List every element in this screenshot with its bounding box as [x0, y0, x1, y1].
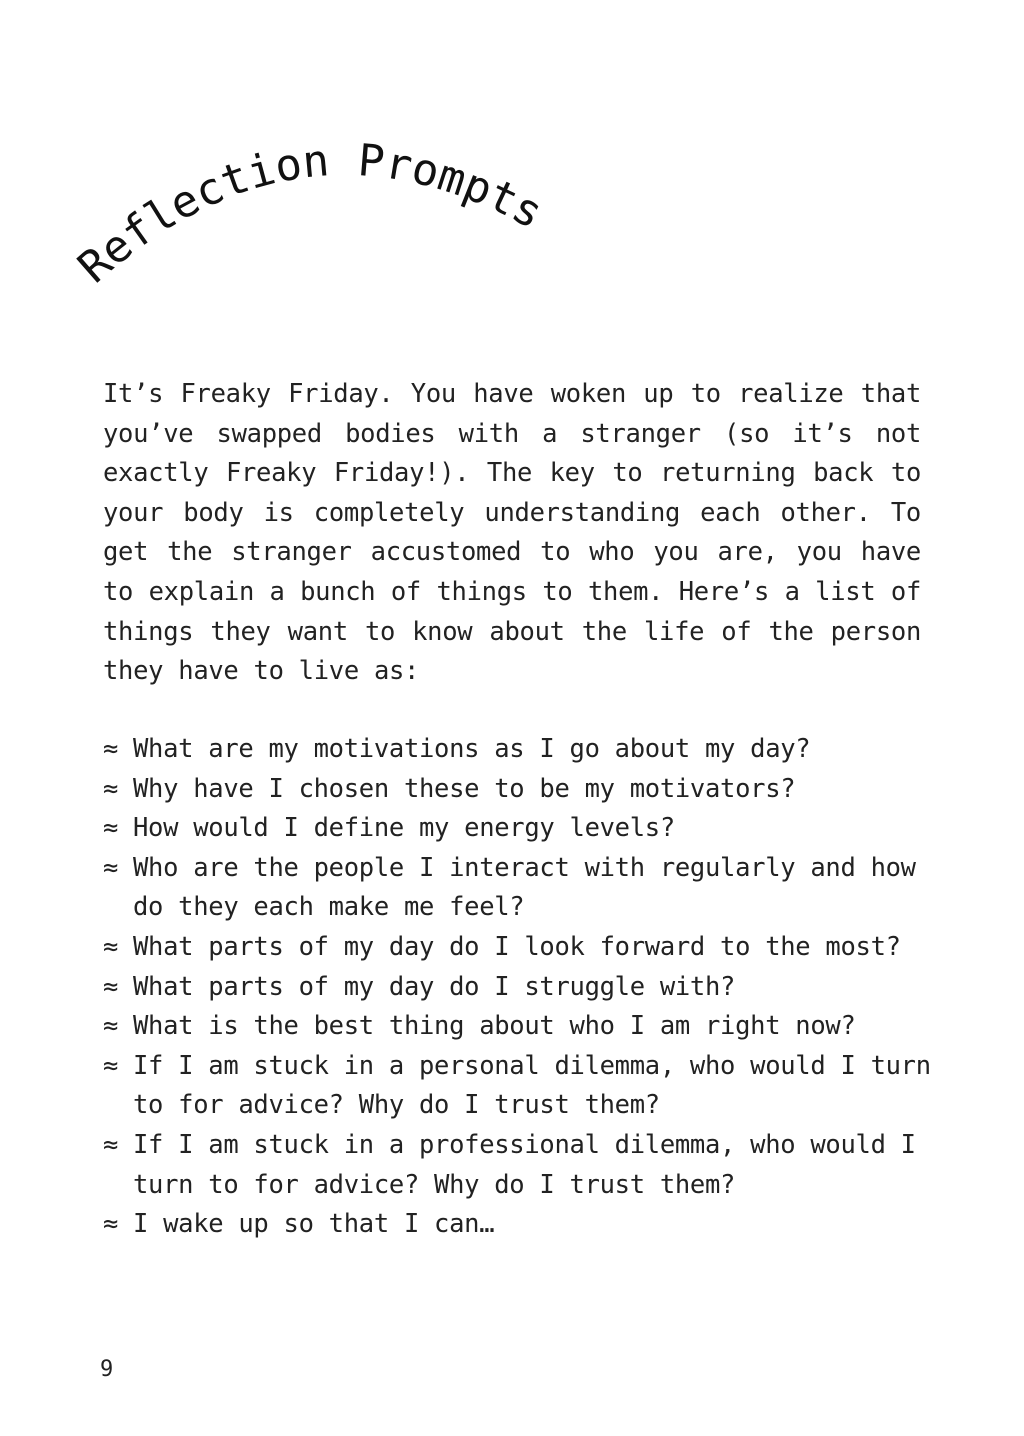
approx-bullet-icon: ≈	[103, 1011, 119, 1042]
prompt-text: If I am stuck in a personal dilemma, who would I turn to for advice? Why do I trust them?	[133, 1050, 931, 1121]
prompt-item	[103, 809, 933, 849]
prompt-text: Why have I chosen these to be my motivators?	[133, 773, 796, 804]
prompt-item	[103, 1047, 933, 1126]
prompt-item	[103, 968, 933, 1008]
intro-paragraph: It’s Freaky Friday. You have woken up to realize that you’ve swapped bodies with a stranger (so it’s not exactly Freaky Friday!). The key to returning back to your body is completely understanding each other. To get the stranger accustomed to who you are, you have to explain a bunch of things to them. Here’s a list of things they want to know about the life of the person they have to live as:	[103, 379, 921, 687]
page-title	[0, 0, 1024, 340]
prompt-item	[103, 770, 933, 810]
prompt-text: What parts of my day do I struggle with?	[133, 971, 736, 1002]
prompt-item	[103, 1205, 933, 1245]
approx-bullet-icon: ≈	[103, 734, 119, 764]
prompt-item	[103, 1126, 933, 1205]
prompt-text: What are my motivations as I go about my day?	[133, 734, 811, 764]
prompt-item	[103, 928, 933, 968]
approx-bullet-icon: ≈	[103, 1129, 119, 1160]
prompt-text: Who are the people I interact with regularly and how do they each make me feel?	[133, 852, 916, 923]
approx-bullet-icon: ≈	[103, 1050, 119, 1081]
approx-bullet-icon: ≈	[103, 813, 119, 844]
prompt-text: If I am stuck in a professional dilemma, who would I turn to for advice? Why do I trust them?	[133, 1129, 916, 1200]
prompt-text: What is the best thing about who I am right now?	[133, 1011, 856, 1042]
page-number: 9	[100, 1357, 114, 1382]
prompt-item	[103, 1007, 933, 1047]
page-title-textpath: Reflection Prompts	[68, 134, 552, 294]
prompt-item	[103, 730, 933, 770]
prompt-text: I wake up so that I can…	[133, 1209, 495, 1240]
approx-bullet-icon: ≈	[103, 971, 119, 1002]
prompt-item	[103, 849, 933, 928]
prompt-text: What parts of my day do I look forward to the most?	[133, 931, 901, 962]
prompt-list	[103, 730, 933, 1245]
approx-bullet-icon: ≈	[103, 852, 119, 883]
prompt-text: How would I define my energy levels?	[133, 813, 675, 844]
approx-bullet-icon: ≈	[103, 773, 119, 804]
approx-bullet-icon: ≈	[103, 1209, 119, 1240]
page-title-text	[69, 135, 551, 293]
approx-bullet-icon: ≈	[103, 931, 119, 962]
